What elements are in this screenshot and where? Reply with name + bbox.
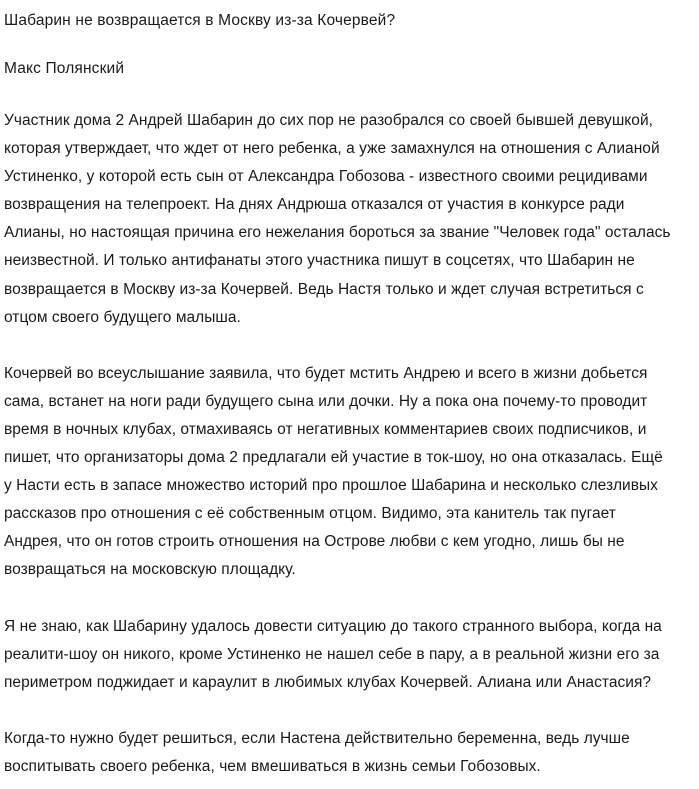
article-paragraph: Когда-то нужно будет решиться, если Настена действительно беременна, ведь лучше воспитывать своего ребенка, чем вмешиваться в жизнь семьи Гобозовых. — [4, 729, 630, 775]
article-paragraph: Участник дома 2 Андрей Шабарин до сих пор не разобрался со своей бывшей девушкой, которая утверждает, что ждет от него ребенка, а уже замахнулся на отношения с Алианой Устиненко, у которой есть сын от Александра Гобозова - известного своими рецидивами возвращения на телепроект. На днях Андрюша отказался от участия в конкурсе ради Алианы, но настоящая причина его нежелания бороться за звание "Человек года" осталась неизвестной. И только антифанаты этого участника пишут в соцсетях, что Шабарин не возвращается в Москву из-за Кочервей. Ведь Настя только и ждет случая встретиться с отцом своего будущего малыша. — [4, 112, 671, 326]
author-byline: Макс Полянский — [4, 60, 125, 77]
page-title: Шабарин не возвращается в Москву из-за Кочервей? — [4, 12, 396, 29]
article-body — [4, 107, 673, 781]
article-paragraph: Кочервей во всеуслышание заявила, что будет мстить Андрею и всего в жизни добьется сама, встанет на ноги ради будущего сына или дочки. Ну а пока она почему-то проводит время в ночных клубах, отмахиваясь от негативных комментариев своих подписчиков, и пишет, что организаторы дома 2 предлагали ей участие в ток-шоу, но она отказалась. Ещё у Насти есть в запасе множество историй про прошлое Шабарина и несколько слезливых рассказов про отношения с её собственным отцом. Видимо, эта канитель так пугает Андрея, что он готов строить отношения на Острове любви с кем угодно, лишь бы не возвращаться на московскую площадку. — [4, 364, 663, 579]
article-paragraph: Я не знаю, как Шабарину удалось довести ситуацию до такого странного выбора, когда на реалити-шоу он никого, кроме Устиненко не нашел себе в пару, а в реальной жизни его за периметром поджидает и караулит в любимых клубах Кочервей. Алиана или Анастасия? — [4, 617, 662, 691]
